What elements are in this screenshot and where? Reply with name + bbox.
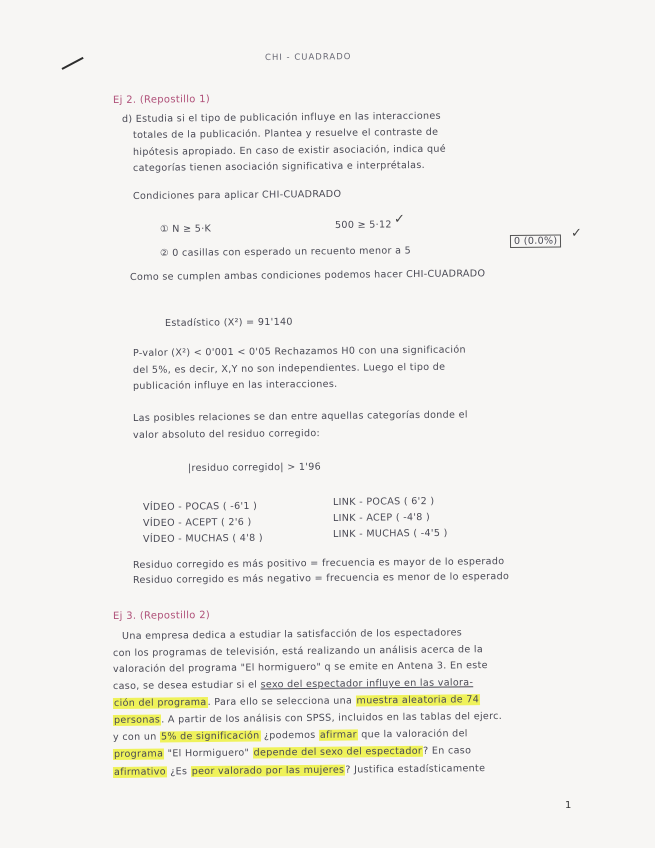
page-title: CHI - CUADRADO: [264, 52, 352, 63]
question-line-4: [133, 160, 425, 174]
condition-1: [160, 223, 211, 235]
ex3-highlighted-text: programa: [113, 748, 164, 760]
residual-item: LINK - MUCHAS ( -4'5 ): [332, 527, 448, 540]
question-text: categorías tienen asociación significativa e interprétalas.: [132, 159, 426, 174]
condition-1-result: 500 ≥ 5·12: [334, 219, 392, 231]
question-line-3: [133, 144, 446, 158]
ex3-highlighted-text: muestra aleatoria de 74: [356, 694, 480, 707]
ex3-text: "El Hormiguero": [164, 747, 253, 760]
condition-text: ① N ≥ 5·K: [159, 223, 212, 235]
ex3-text: caso, se desea estudiar si el: [112, 679, 261, 692]
ex3-text: . A partir de los análisis con SPSS, incluidos en las tablas del ejerc.: [161, 710, 503, 726]
ex3-line-9: [113, 763, 485, 778]
exercise-3-heading: Ej 3. (Repostillo 2): [112, 609, 211, 622]
ex3-highlighted-text: personas: [113, 714, 161, 726]
residual-condition: |residuo corregido| > 1'96: [187, 461, 322, 474]
ex3-text: y con un: [112, 731, 160, 743]
question-text: totales de la publicación. Plantea y resuelve el contraste de: [132, 126, 439, 141]
exercise-2-heading: Ej 2. (Repostillo 1): [112, 93, 211, 106]
ex3-line-7: [113, 728, 468, 743]
checkmark-icon: ✓: [394, 212, 405, 227]
condition-2-boxed-value: 0 (0.0%): [510, 234, 562, 248]
pvalue-line-1: P-valor (X²) < 0'001 < 0'05 Rechazamos H0 con una significación: [132, 344, 466, 359]
note-line-2: Residuo corregido es más negativo = frecuencia es menor de lo esperado: [132, 571, 510, 586]
question-line-2: [133, 127, 438, 141]
ex3-highlighted-text: afirmar: [319, 729, 357, 741]
conditions-title: Condiciones para aplicar CHI-CUADRADO: [132, 188, 342, 202]
ex3-line-6: [113, 711, 502, 726]
ex3-line-1: Una empresa dedica a estudiar la satisfacción de los espectadores: [121, 627, 463, 642]
pvalue-line-2: del 5%, es decir, X,Y no son independientes. Luego el tipo de: [132, 361, 446, 376]
ex3-underlined-text: sexo del espectador influye en las valora-: [260, 677, 474, 691]
checkmark-icon: ✓: [571, 226, 582, 241]
relations-line-2: valor absoluto del residuo corregido:: [132, 428, 321, 441]
condition-text: ② 0 casillas con esperado un recuento menor a 5: [159, 245, 412, 259]
residual-item: VÍDEO - ACEPT ( 2'6 ): [142, 516, 252, 529]
relations-line-1: Las posibles relaciones se dan entre aquellas categorías donde el: [132, 409, 468, 424]
ex3-highlighted-text: depende del sexo del espectador: [253, 745, 423, 759]
ex3-text: ? Justifica estadísticamente: [345, 763, 486, 776]
ex3-highlighted-text: ción del programa: [113, 697, 207, 709]
pen-stroke-mark: [62, 57, 84, 70]
conclusion-line: Como se cumplen ambas condiciones podemos hacer CHI-CUADRADO: [129, 268, 486, 283]
residual-item: LINK - ACEP ( -4'8 ): [332, 511, 431, 524]
question-line-1: [122, 111, 441, 125]
note-line-1: Residuo corregido es más positivo = frecuencia es mayor de lo esperado: [132, 556, 505, 571]
ex3-highlighted-text: 5% de significación: [160, 730, 260, 743]
ex3-line-8: [113, 745, 471, 760]
ex3-text: que la valoración del: [357, 728, 468, 741]
ex3-text: . Para ello se selecciona una: [207, 695, 356, 709]
ex3-line-3: valoración del programa "El hormiguero" q se emite en Antena 3. En este: [112, 660, 488, 675]
question-text: d) Estudia si el tipo de publicación influye en las interacciones: [121, 110, 441, 125]
ex3-highlighted-text: afirmativo: [113, 766, 166, 778]
page-number: 1: [565, 800, 572, 811]
residual-item: VÍDEO - POCAS ( -6'1 ): [142, 500, 258, 513]
statistic-line: Estadístico (X²) = 91'140: [164, 316, 293, 329]
condition-2: [160, 245, 411, 259]
residual-item: VÍDEO - MUCHAS ( 4'8 ): [142, 532, 263, 545]
ex3-line-4: [113, 677, 473, 692]
ex3-text: ¿podemos: [260, 729, 319, 742]
pvalue-line-3: publicación influye en las interacciones.: [132, 378, 338, 392]
ex3-line-2: con los programas de televisión, está realizando un análisis acerca de la: [112, 644, 484, 659]
question-text: hipótesis apropiado. En caso de existir asociación, indica qué: [132, 143, 446, 158]
ex3-line-5: [113, 694, 480, 709]
ex3-text: ? En caso: [423, 745, 472, 757]
ex3-highlighted-text: peor valorado por las mujeres: [191, 764, 345, 778]
ex3-text: ¿Es: [166, 766, 191, 778]
residual-item: LINK - POCAS ( 6'2 ): [332, 495, 435, 508]
